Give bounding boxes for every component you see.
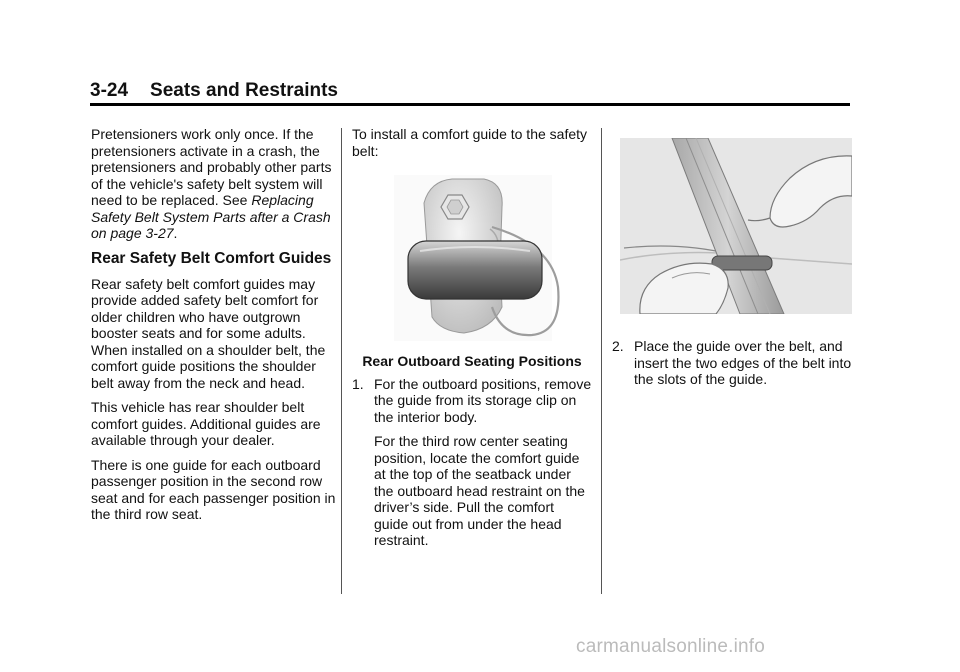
column-right (612, 126, 852, 396)
install-intro: To install a comfort guide to the safety belt: (352, 126, 588, 159)
step-number: 2. (612, 338, 624, 354)
cross-reference-link[interactable]: Replacing Safety Belt System Parts after a Crash on page 3-27 (91, 192, 331, 241)
comfort-guide-illustration (352, 167, 592, 345)
comfort-guide (712, 256, 772, 270)
column-divider (601, 128, 602, 594)
step-text: Place the guide over the belt, and insert the two edges of the belt into the slots of the guide. (634, 338, 852, 387)
step-1 (352, 376, 592, 549)
section-heading: Rear Safety Belt Comfort Guides (91, 249, 332, 267)
step-subtext: For the third row center seating position, locate the comfort guide at the top of the seatback under the outboard head restraint on the driver’s side. Pull the comfort guide out from under the head restraint. (374, 433, 585, 548)
intro-paragraph: Pretensioners work only once. If the pretensioners activate in a crash, the pretensioners and probably other parts of the vehicle's safety belt system will need to be replaced. See Replacing Safety Belt System Parts after a Crash on page 3-27. (91, 126, 332, 241)
column-left (91, 126, 336, 531)
column-middle (352, 126, 592, 557)
belt-guide-install-illustration (620, 138, 852, 314)
section-title: Seats and Restraints (150, 80, 338, 101)
step-text: For the outboard positions, remove the guide from its storage clip on the interior body. (374, 375, 592, 425)
step-2 (612, 338, 852, 388)
column-divider (341, 128, 342, 594)
paragraph: Rear safety belt comfort guides may provide added safety belt comfort for older children who have outgrown booster seats and for some adults. When installed on a shoulder belt, the comfort guide positions the shoulder belt away from the neck and head. (91, 275, 326, 391)
watermark: carmanualsonline.info (576, 636, 766, 657)
paragraph: This vehicle has rear shoulder belt comfort guides. Additional guides are available through your dealer. (91, 399, 321, 448)
header-rule (90, 103, 850, 106)
page-number: 3-24 (90, 80, 129, 101)
page-header (90, 80, 338, 102)
step-number: 1. (352, 375, 364, 392)
figure-caption: Rear Outboard Seating Positions (362, 353, 582, 369)
paragraph: There is one guide for each outboard passenger position in the second row seat and for each passenger position in the third row seat. (91, 456, 336, 522)
